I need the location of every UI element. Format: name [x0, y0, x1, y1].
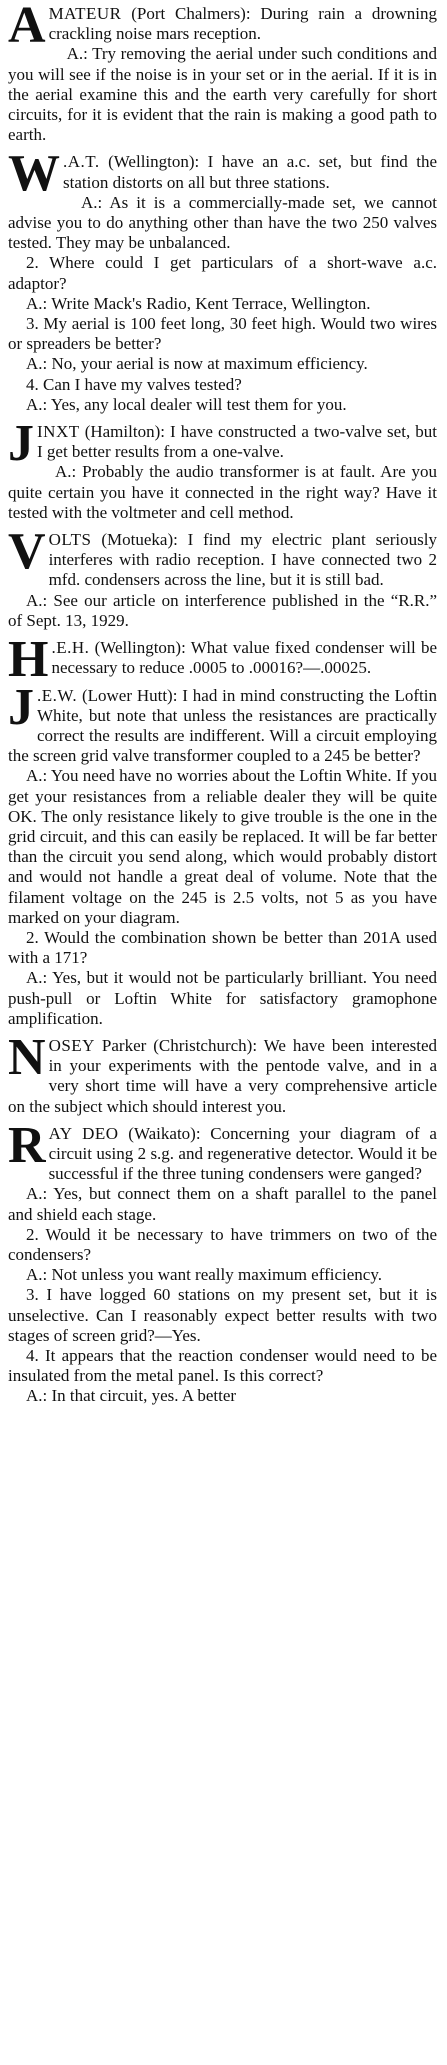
query-opening	[8, 1116, 437, 1185]
correspondent-place: (Wellington):	[99, 152, 208, 172]
question-paragraph: 4. It appears that the reaction condenser would need to be insulated from the metal panel. Is this correct?	[8, 1346, 437, 1386]
correspondent-place: (Port Chalmers):	[121, 4, 261, 23]
paragraph-text: I have an a.c. set, but find the station distorts on all but three stations.	[63, 152, 437, 192]
paragraph-text: What value fixed condenser will be necessary to reduce .0005 to .00016?—.00025.	[51, 638, 437, 678]
paragraph-text: Concerning your diagram of a circuit using 2 s.g. and regenerative detector. Would it be successful if the three tuning condensers were ganged?	[48, 1123, 437, 1184]
correspondent-place: (Waikato):	[118, 1123, 211, 1143]
correspondent-name: .E.H.	[51, 638, 90, 658]
correspondent-place: (Hamilton):	[79, 422, 171, 442]
correspondent-name: OLTS	[48, 530, 92, 550]
query-entry	[8, 631, 437, 689]
query-opening	[8, 145, 437, 203]
drop-cap: J	[8, 678, 34, 736]
correspondent-place: (Wellington):	[89, 638, 191, 658]
query-entry	[8, 415, 437, 523]
query-opening	[8, 523, 437, 591]
paragraph-text: I have constructed a two-valve set, but I get better results from a one-valve.	[37, 422, 437, 462]
paragraph-text: We have been interested in your experiments with the pentode valve, and in a very short time will have a very comprehensive article on the subject which should interest you.	[8, 1035, 438, 1116]
query-opening	[8, 1028, 438, 1117]
answer-paragraph: A.: In that circuit, yes. A better	[26, 1386, 237, 1406]
correspondent-place: Parker (Christchurch):	[94, 1035, 264, 1055]
query-entry	[8, 1116, 437, 1407]
correspondent-name: MATEUR	[48, 4, 122, 23]
paragraph-text: I had in mind constructing the Loftin White, but note that unless the resistances are practically correct the results are indifferent. Will a circuit employing the screen grid valve transformer coupled to a 245 be better?	[8, 685, 437, 766]
answer-paragraph: A.: Write Mack's Radio, Kent Terrace, Wellington.	[26, 293, 371, 313]
drop-cap: N	[8, 1028, 46, 1086]
answer-paragraph: A.: As it is a commercially-made set, we cannot advise you to do anything other than have the two 250 valves tested. They may be unbalanced.	[8, 192, 437, 253]
correspondent-name: AY DEO	[48, 1123, 119, 1143]
answer-paragraph: A.: Not unless you want really maximum efficiency.	[26, 1265, 382, 1285]
query-opening	[8, 0, 437, 54]
answer-paragraph: A.: You need have no worries about the Loftin White. If you get your resistances from a reliable dealer they will be quite OK. The only resistance likely to give trouble is the one in the grid circuit, and this can easily be replaced. It will be far better than the circuit you send along, which would probably distort and would not handle a great deal of volume. Note that the filament voltage on the 245 is 2.5 volts, not 5 as you have marked on your diagram.	[8, 766, 437, 927]
answer-paragraph: A.: Try removing the aerial under such conditions and you will see if the noise is in your set or in the aerial. If it is in the aerial examine this and the earth very carefully for short circuits, for it is evident that the rain is making a good path to earth.	[8, 44, 437, 145]
question-paragraph: 2. Where could I get particulars of a short-wave a.c. adaptor?	[8, 253, 437, 293]
paragraph-text: I find my electric plant seriously interferes with radio reception. I have connected two 2 mfd. condensers across the line, but it is still bad.	[48, 530, 437, 590]
query-opening	[8, 415, 437, 473]
query-opening	[8, 631, 437, 689]
paragraph-text: During rain a drowning crackling noise mars reception.	[48, 4, 437, 44]
drop-cap: W	[8, 145, 60, 203]
correspondent-name: OSEY	[48, 1035, 95, 1055]
query-entry	[8, 0, 437, 145]
query-entry	[8, 1028, 438, 1117]
drop-cap: V	[8, 523, 46, 581]
answer-paragraph: A.: Yes, but connect them on a shaft parallel to the panel and shield each stage.	[8, 1184, 437, 1224]
query-entry	[8, 678, 437, 1029]
answer-paragraph: A.: Yes, but it would not be particularly brilliant. You need push-pull or Loftin White for satisfactory gramophone amplification.	[8, 968, 437, 1028]
answer-paragraph: A.: Probably the audio transformer is at fault. Are you quite certain you have it connected in the right way? Have it tested with the voltmeter and cell method.	[8, 462, 437, 522]
answer-paragraph: A.: Yes, any local dealer will test them for you.	[26, 394, 347, 414]
answer-paragraph: A.: No, your aerial is now at maximum efficiency.	[26, 354, 368, 374]
answer-paragraph: A.: See our article on interference published in the “R.R.” of Sept. 13, 1929.	[8, 590, 437, 630]
question-paragraph: 2. Would it be necessary to have trimmers on two of the condensers?	[8, 1224, 437, 1264]
question-paragraph: 3. I have logged 60 stations on my present set, but it is unselective. Can I reasonably expect better results with two stages of screen grid?—Yes.	[8, 1285, 437, 1345]
question-paragraph: 3. My aerial is 100 feet long, 30 feet high. Would two wires or spreaders be better?	[8, 314, 437, 354]
drop-cap: J	[8, 415, 34, 473]
correspondent-place: (Lower Hutt):	[77, 685, 183, 705]
correspondent-name: .E.W.	[37, 685, 78, 705]
correspondent-name: .A.T.	[63, 152, 100, 172]
question-paragraph: 4. Can I have my valves tested?	[26, 374, 242, 394]
drop-cap: A	[8, 0, 46, 54]
correspondent-place: (Motueka):	[91, 530, 188, 550]
correspondent-name: INXT	[37, 422, 80, 442]
query-entry	[8, 145, 437, 415]
question-paragraph: 2. Would the combination shown be better than 201A used with a 171?	[8, 927, 437, 968]
drop-cap: H	[8, 631, 49, 689]
query-opening	[8, 678, 437, 767]
drop-cap: R	[8, 1116, 46, 1174]
query-entry	[8, 523, 437, 631]
